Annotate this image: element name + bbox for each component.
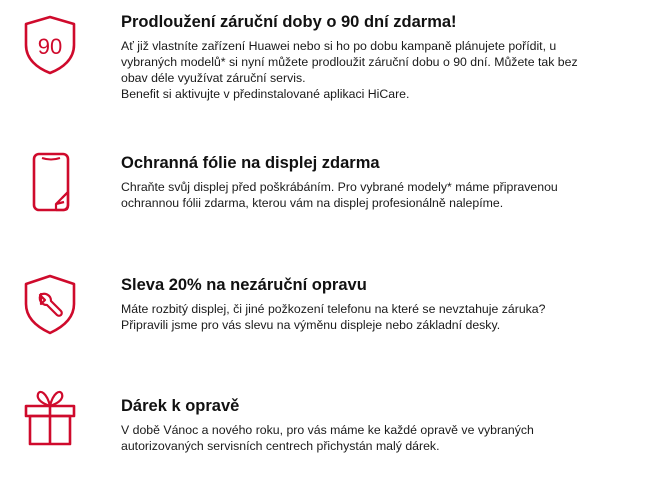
benefit-description: Chraňte svůj displej před poškrábáním. Pro vybrané modely* máme připravenou ochrannou fólii zdarma, kterou vám na displej profesionálně nalepíme.: [121, 180, 558, 210]
benefit-title: Sleva 20% na nezáruční opravu: [121, 276, 367, 294]
benefit-title: Dárek k opravě: [121, 397, 240, 415]
warranty-90-shield-icon: [18, 12, 82, 76]
wrench-shield-icon: [18, 272, 82, 336]
benefit-description: Máte rozbitý displej, či jiné požkození telefonu na které se nevztahuje záruka? Připravili jsme pro vás slevu na výměnu displeje nebo základní desky.: [121, 302, 546, 332]
benefit-description: Ať již vlastníte zařízení Huawei nebo si ho po dobu kampaně plánujete pořídit, u vybraných modelů* si nyní můžete prodloužit záruční dobu o 90 dní. Můžete tak bez obav déle využívat záruční servis. Benefit si aktivujte v předinstalované aplikaci HiCare.: [121, 39, 578, 101]
svg-text:90: 90: [37, 34, 63, 59]
benefit-title: Prodloužení záruční doby o 90 dní zdarma!: [121, 13, 457, 31]
benefit-title: Ochranná fólie na displej zdarma: [121, 154, 380, 172]
gift-box-icon: [18, 384, 82, 448]
phone-screen-film-icon: [18, 150, 82, 214]
benefit-description: V době Vánoc a nového roku, pro vás máme ke každé opravě ve vybraných autorizovaných servisních centrech přichystán malý dárek.: [121, 423, 534, 453]
